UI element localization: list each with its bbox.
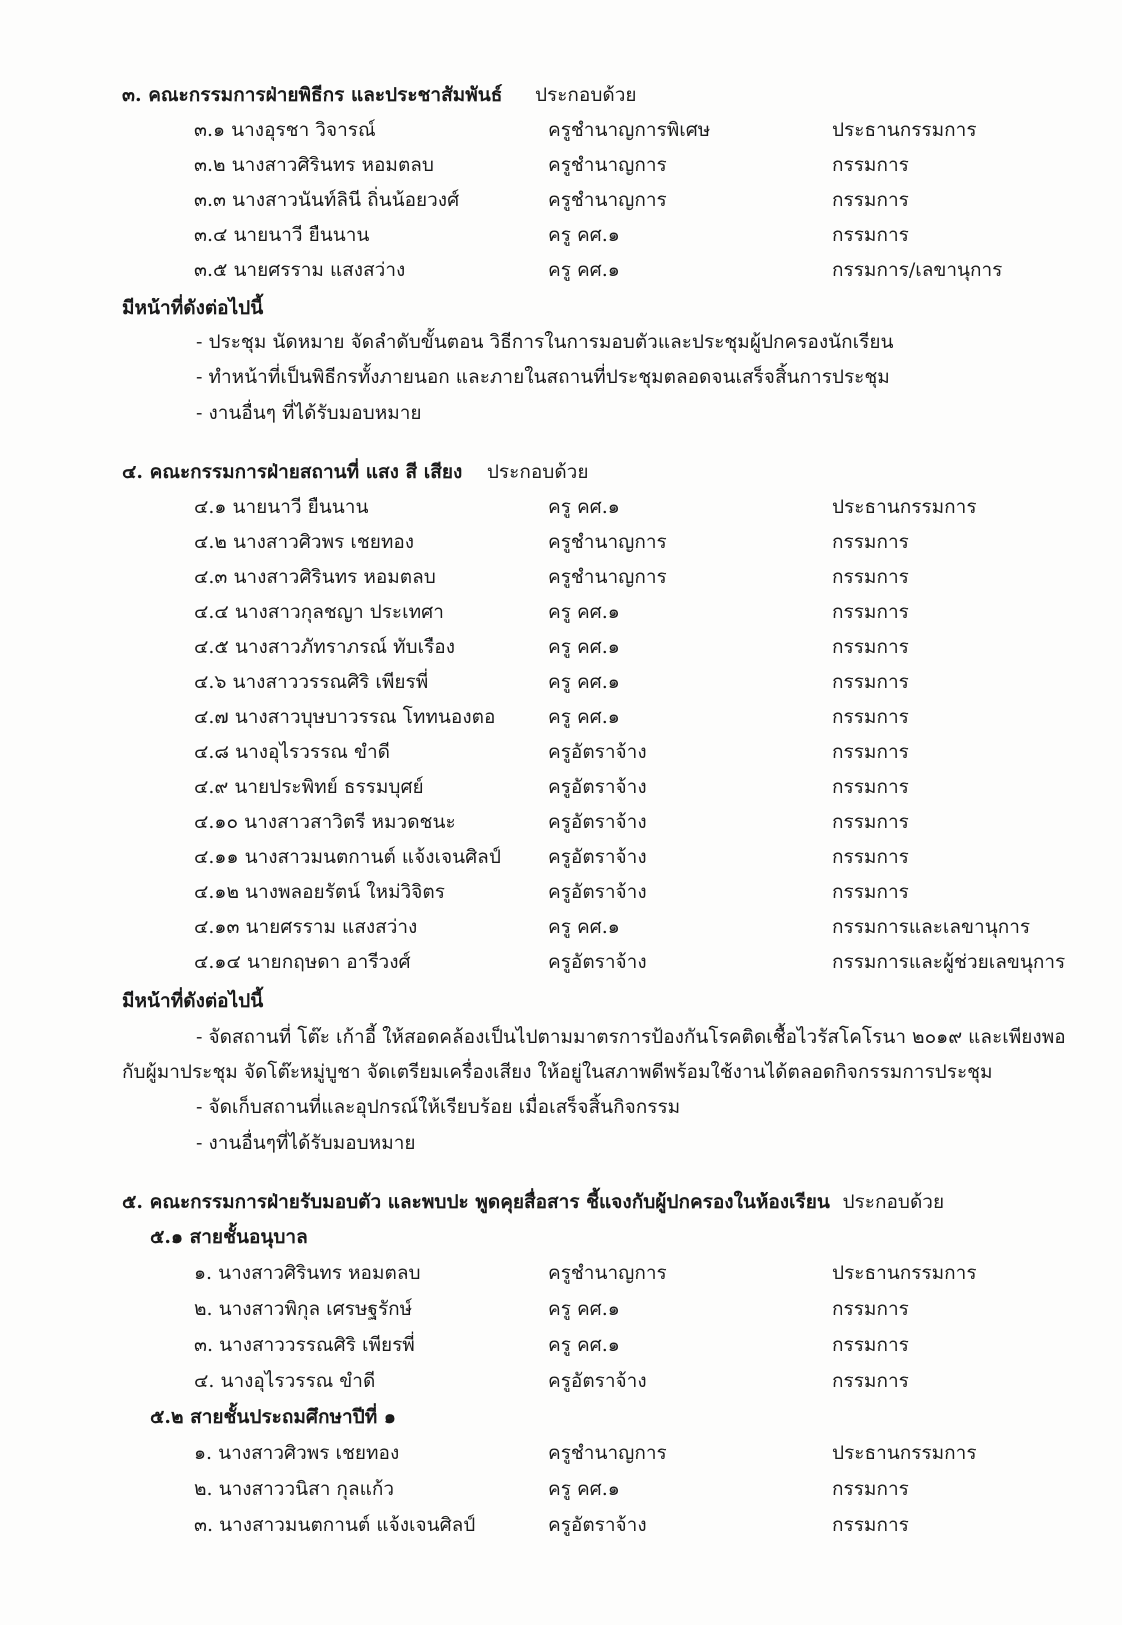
member-name: ๔.๘ นางอุไรวรรณ ขำดี	[194, 741, 390, 763]
member-name: ๔.๑๒ นางพลอยรัตน์ ใหม่วิจิตร	[194, 881, 445, 903]
member-name: ๔.๔ นางสาวกุลชญา ประเทศา	[194, 601, 444, 623]
member-position: ครูชำนาญการ	[548, 1442, 667, 1464]
member-position: ครูอัตราจ้าง	[548, 741, 647, 763]
member-role: ประธานกรรมการ	[832, 1262, 977, 1284]
member-position: ครู คศ.๑	[548, 601, 620, 623]
section-3-tail: ประกอบด้วย	[534, 84, 637, 106]
member-position: ครูอัตราจ้าง	[548, 1370, 647, 1392]
member-name: ๔.๑๔ นายกฤษดา อารีวงศ์	[194, 951, 411, 973]
section-4-heading	[122, 455, 588, 489]
duty-item: - ทำหน้าที่เป็นพิธีกรทั้งภายนอก และภายในสถานที่ประชุมตลอดจนเสร็จสิ้นการประชุม	[196, 366, 890, 388]
member-role: กรรมการ	[832, 566, 909, 588]
member-name: ๔.๖ นางสาววรรณศิริ เพียรพี่	[194, 671, 429, 693]
member-role: กรรมการ	[832, 601, 909, 623]
member-position: ครู คศ.๑	[548, 496, 620, 518]
member-position: ครูชำนาญการ	[548, 1262, 667, 1284]
subsection-5-1-title: ๕.๑ สายชั้นอนุบาล	[150, 1226, 308, 1248]
member-name: ๓.๕ นายศรราม แสงสว่าง	[194, 259, 406, 281]
duty-item: - งานอื่นๆ ที่ได้รับมอบหมาย	[196, 402, 422, 424]
member-position: ครูอัตราจ้าง	[548, 1514, 647, 1536]
member-role: กรรมการ	[832, 881, 909, 903]
duty-item: - งานอื่นๆที่ได้รับมอบหมาย	[196, 1132, 416, 1154]
section-3-title: ๓. คณะกรรมการฝ่ายพิธีกร และประชาสัมพันธ์	[122, 84, 503, 106]
member-name: ๑. นางสาวศิรินทร หอมตลบ	[194, 1262, 421, 1284]
member-role: กรรมการ/เลขานุการ	[832, 259, 1003, 281]
member-role: ประธานกรรมการ	[832, 496, 977, 518]
member-name: ๔.๓ นางสาวศิรินทร หอมตลบ	[194, 566, 436, 588]
member-position: ครู คศ.๑	[548, 706, 620, 728]
subsection-5-2-title: ๕.๒ สายชั้นประถมศึกษาปีที่ ๑	[150, 1406, 396, 1428]
section-5-tail: ประกอบด้วย	[842, 1191, 945, 1213]
member-name: ๓. นางสาววรรณศิริ เพียรพี่	[194, 1334, 415, 1356]
section-3-duty-title: มีหน้าที่ดังต่อไปนี้	[122, 297, 264, 319]
section-5-title: ๕. คณะกรรมการฝ่ายรับมอบตัว และพบปะ พูดคุยสื่อสาร ชี้แจงกับผู้ปกครองในห้องเรียน	[122, 1191, 830, 1213]
member-position: ครู คศ.๑	[548, 1478, 620, 1500]
member-name: ๒. นางสาววนิสา กุลแก้ว	[194, 1478, 395, 1500]
member-role: กรรมการและผู้ช่วยเลขนุการ	[832, 951, 1066, 973]
member-name: ๔.๕ นางสาวภัทราภรณ์ ทับเรือง	[194, 636, 455, 658]
member-name: ๔.๑๑ นางสาวมนตกานต์ แจ้งเจนศิลป์	[194, 846, 501, 868]
member-name: ๒. นางสาวพิกุล เศรษฐรักษ์	[194, 1298, 413, 1320]
member-position: ครู คศ.๑	[548, 636, 620, 658]
duty-item: - จัดเก็บสถานที่และอุปกรณ์ให้เรียบร้อย เมื่อเสร็จสิ้นกิจกรรม	[196, 1096, 681, 1118]
member-role: กรรมการ	[832, 224, 909, 246]
member-role: ประธานกรรมการ	[832, 1442, 977, 1464]
member-role: กรรมการ	[832, 189, 909, 211]
member-name: ๔.๙ นายประพิทย์ ธรรมบุศย์	[194, 776, 424, 798]
member-role: กรรมการ	[832, 1478, 909, 1500]
member-role: กรรมการ	[832, 706, 909, 728]
member-role: กรรมการ	[832, 1370, 909, 1392]
duty-paragraph-line-1: - จัดสถานที่ โต๊ะ เก้าอี้ ให้สอดคล้องเป็นไปตามมาตรการป้องกันโรคติดเชื้อไวรัสโคโรนา ๒๐๑๙ และเพียงพอ	[196, 1026, 1066, 1048]
member-position: ครูอัตราจ้าง	[548, 811, 647, 833]
member-name: ๑. นางสาวศิวพร เชยทอง	[194, 1442, 400, 1464]
member-name: ๔.๒ นางสาวศิวพร เชยทอง	[194, 531, 415, 553]
member-name: ๔.๗ นางสาวบุษบาวรรณ โททนองตอ	[194, 706, 496, 728]
member-position: ครูชำนาญการ	[548, 566, 667, 588]
member-role: กรรมการ	[832, 531, 909, 553]
duty-paragraph-line-2: กับผู้มาประชุม จัดโต๊ะหมู่บูชา จัดเตรียมเครื่องเสียง ให้อยู่ในสภาพดีพร้อมใช้งานได้ตลอดกิจกรรมการประชุม	[122, 1061, 993, 1083]
member-name: ๓.๒ นางสาวศิรินทร หอมตลบ	[194, 154, 434, 176]
section-4-title: ๔. คณะกรรมการฝ่ายสถานที่ แสง สี เสียง	[122, 461, 463, 483]
member-position: ครูชำนาญการ	[548, 531, 667, 553]
member-position: ครูชำนาญการ	[548, 189, 667, 211]
member-position: ครู คศ.๑	[548, 671, 620, 693]
member-role: กรรมการ	[832, 671, 909, 693]
member-name: ๔. นางอุไรวรรณ ขำดี	[194, 1370, 376, 1392]
member-name: ๓.๔ นายนาวี ยืนนาน	[194, 224, 370, 246]
member-position: ครู คศ.๑	[548, 1334, 620, 1356]
member-role: กรรมการ	[832, 741, 909, 763]
member-name: ๔.๑๐ นางสาวสาวิตรี หมวดชนะ	[194, 811, 456, 833]
member-role: กรรมการ	[832, 1298, 909, 1320]
member-position: ครูอัตราจ้าง	[548, 846, 647, 868]
member-role: กรรมการ	[832, 846, 909, 868]
section-4-tail: ประกอบด้วย	[486, 461, 589, 483]
section-3-heading	[122, 78, 637, 112]
section-4-duty-title: มีหน้าที่ดังต่อไปนี้	[122, 990, 264, 1012]
member-position: ครูอัตราจ้าง	[548, 881, 647, 903]
member-role: กรรมการ	[832, 1334, 909, 1356]
duty-item: - ประชุม นัดหมาย จัดลำดับขั้นตอน วิธีการในการมอบตัวและประชุมผู้ปกครองนักเรียน	[196, 331, 894, 353]
member-position: ครูชำนาญการพิเศษ	[548, 119, 711, 141]
member-name: ๔.๑ นายนาวี ยืนนาน	[194, 496, 369, 518]
member-role: กรรมการ	[832, 1514, 909, 1536]
member-position: ครู คศ.๑	[548, 224, 620, 246]
member-role: กรรมการ	[832, 776, 909, 798]
member-position: ครูอัตราจ้าง	[548, 776, 647, 798]
member-role: กรรมการและเลขานุการ	[832, 916, 1031, 938]
member-name: ๔.๑๓ นายศรราม แสงสว่าง	[194, 916, 418, 938]
member-name: ๓.๓ นางสาวนันท์ลินี ถิ่นน้อยวงศ์	[194, 189, 460, 211]
member-name: ๓.๑ นางอุรชา วิจารณ์	[194, 119, 376, 141]
member-name: ๓. นางสาวมนตกานต์ แจ้งเจนศิลป์	[194, 1514, 476, 1536]
member-position: ครู คศ.๑	[548, 259, 620, 281]
member-role: กรรมการ	[832, 636, 909, 658]
section-5-heading	[122, 1185, 944, 1219]
member-role: กรรมการ	[832, 811, 909, 833]
member-position: ครู คศ.๑	[548, 1298, 620, 1320]
member-position: ครูอัตราจ้าง	[548, 951, 647, 973]
member-position: ครูชำนาญการ	[548, 154, 667, 176]
member-role: กรรมการ	[832, 154, 909, 176]
member-position: ครู คศ.๑	[548, 916, 620, 938]
member-role: ประธานกรรมการ	[832, 119, 977, 141]
